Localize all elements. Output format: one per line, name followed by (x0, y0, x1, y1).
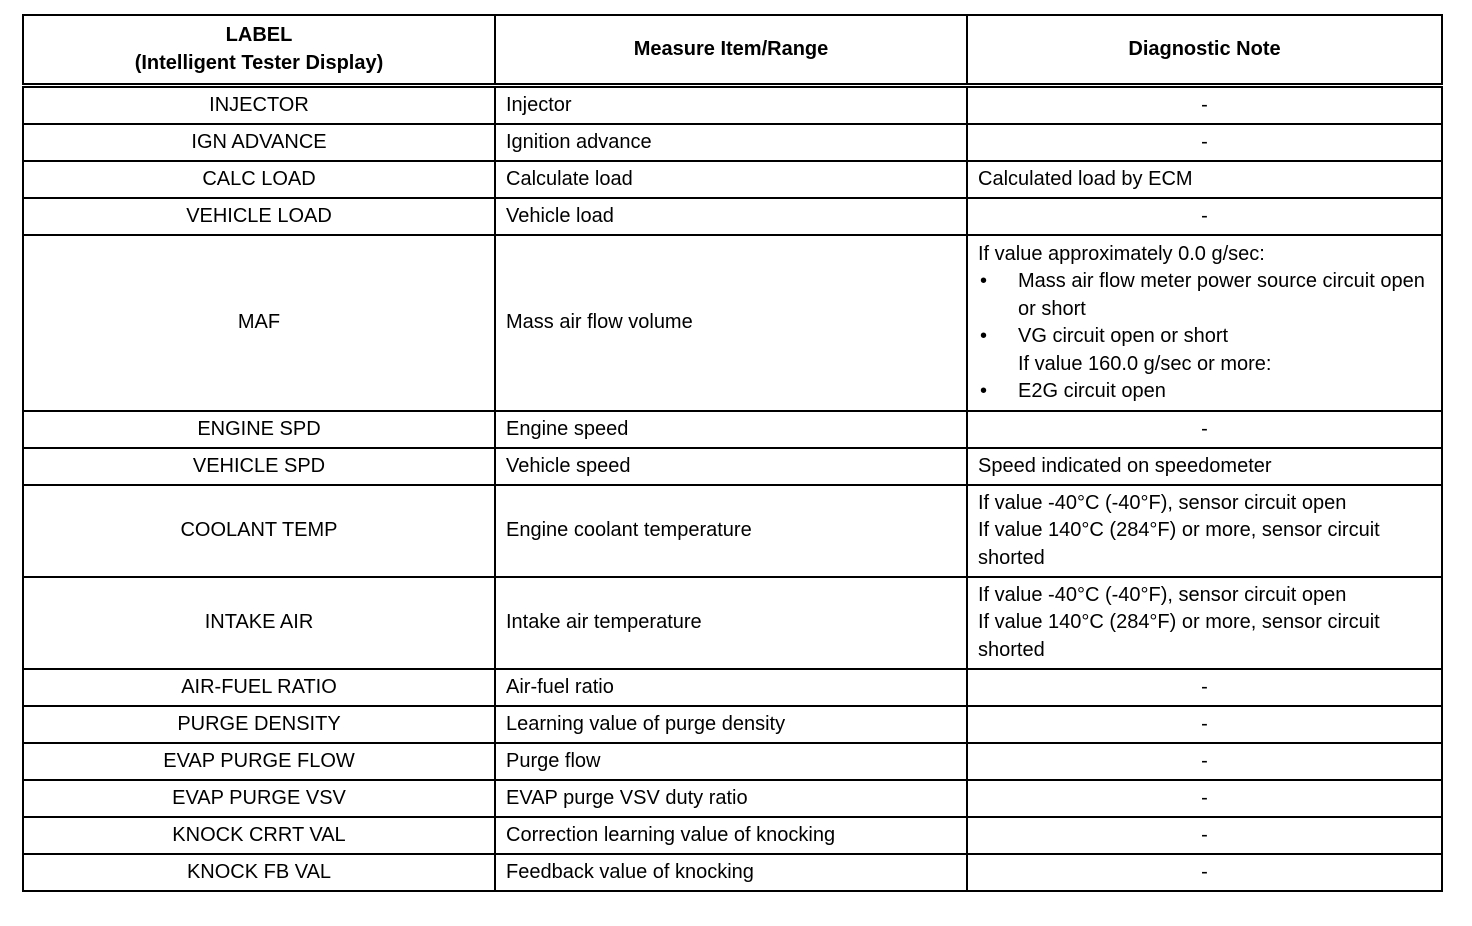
row-label: ENGINE SPD (23, 411, 495, 448)
table-row (23, 669, 1442, 706)
table-row (23, 411, 1442, 448)
header-label-line2: (Intelligent Tester Display) (134, 51, 384, 74)
table-row (23, 86, 1442, 125)
row-note (967, 485, 1442, 577)
row-label: CALC LOAD (23, 161, 495, 198)
row-measure: Engine coolant temperature (495, 485, 967, 577)
row-note (967, 235, 1442, 411)
table-row (23, 577, 1442, 669)
table-row (23, 743, 1442, 780)
bullet-icon: • (980, 380, 988, 402)
row-measure: Correction learning value of knocking (495, 817, 967, 854)
table-row (23, 817, 1442, 854)
row-note: - (967, 743, 1442, 780)
header-label-line1: LABEL (225, 24, 293, 46)
row-measure: EVAP purge VSV duty ratio (495, 780, 967, 817)
note-bullet-text: Mass air flow meter power source circuit open or short (1018, 270, 1425, 320)
note-line: If value 140°C (284°F) or more, sensor circuit shorted (978, 519, 1380, 569)
row-note: - (967, 854, 1442, 891)
note-bullet-text: VG circuit open or short (1018, 325, 1229, 347)
row-label: EVAP PURGE VSV (23, 780, 495, 817)
note-line: If value -40°C (-40°F), sensor circuit open (978, 583, 1347, 606)
row-measure: Vehicle speed (495, 448, 967, 485)
row-measure: Ignition advance (495, 124, 967, 161)
note-line: If value approximately 0.0 g/sec: (978, 242, 1265, 265)
row-measure: Vehicle load (495, 198, 967, 235)
row-note: - (967, 198, 1442, 235)
row-label: INTAKE AIR (23, 577, 495, 669)
table-row (23, 448, 1442, 485)
row-label: IGN ADVANCE (23, 124, 495, 161)
row-label: AIR-FUEL RATIO (23, 669, 495, 706)
bullet-icon: • (980, 270, 988, 292)
row-note: - (967, 669, 1442, 706)
row-label: EVAP PURGE FLOW (23, 743, 495, 780)
row-label: PURGE DENSITY (23, 706, 495, 743)
row-measure: Injector (495, 86, 967, 125)
row-measure: Learning value of purge density (495, 706, 967, 743)
row-label: MAF (23, 235, 495, 411)
row-note: - (967, 86, 1442, 125)
table-row (23, 706, 1442, 743)
table-row (23, 161, 1442, 198)
note-bullet-text: E2G circuit open (1018, 380, 1166, 402)
row-note: - (967, 780, 1442, 817)
note-line: If value -40°C (-40°F), sensor circuit open (978, 491, 1347, 514)
table-row (23, 124, 1442, 161)
row-measure: Engine speed (495, 411, 967, 448)
table-row (23, 198, 1442, 235)
table-header-row (23, 15, 1442, 86)
row-note: - (967, 706, 1442, 743)
row-note: - (967, 411, 1442, 448)
row-measure: Intake air temperature (495, 577, 967, 669)
row-label: VEHICLE LOAD (23, 198, 495, 235)
note-line: If value 160.0 g/sec or more: (1018, 352, 1272, 375)
note-bullet-item (978, 268, 1431, 323)
bullet-icon: • (980, 325, 988, 347)
row-measure: Air-fuel ratio (495, 669, 967, 706)
row-measure: Mass air flow volume (495, 235, 967, 411)
note-bullet-item (978, 378, 1431, 406)
row-note: - (967, 124, 1442, 161)
table-row (23, 854, 1442, 891)
header-label (23, 15, 495, 86)
row-measure: Calculate load (495, 161, 967, 198)
data-list-table-container (22, 14, 1441, 892)
row-label: INJECTOR (23, 86, 495, 125)
row-label: KNOCK CRRT VAL (23, 817, 495, 854)
row-label: COOLANT TEMP (23, 485, 495, 577)
row-measure: Feedback value of knocking (495, 854, 967, 891)
data-list-table (22, 14, 1443, 892)
table-row (23, 485, 1442, 577)
note-line: If value 140°C (284°F) or more, sensor circuit shorted (978, 611, 1380, 661)
row-measure: Purge flow (495, 743, 967, 780)
row-label: VEHICLE SPD (23, 448, 495, 485)
row-label: KNOCK FB VAL (23, 854, 495, 891)
row-note: Calculated load by ECM (967, 161, 1442, 198)
row-note (967, 577, 1442, 669)
row-note: - (967, 817, 1442, 854)
header-note: Diagnostic Note (967, 15, 1442, 86)
table-row (23, 780, 1442, 817)
table-row (23, 235, 1442, 411)
note-bullet-item (978, 323, 1431, 351)
row-note: Speed indicated on speedometer (967, 448, 1442, 485)
header-measure: Measure Item/Range (495, 15, 967, 86)
